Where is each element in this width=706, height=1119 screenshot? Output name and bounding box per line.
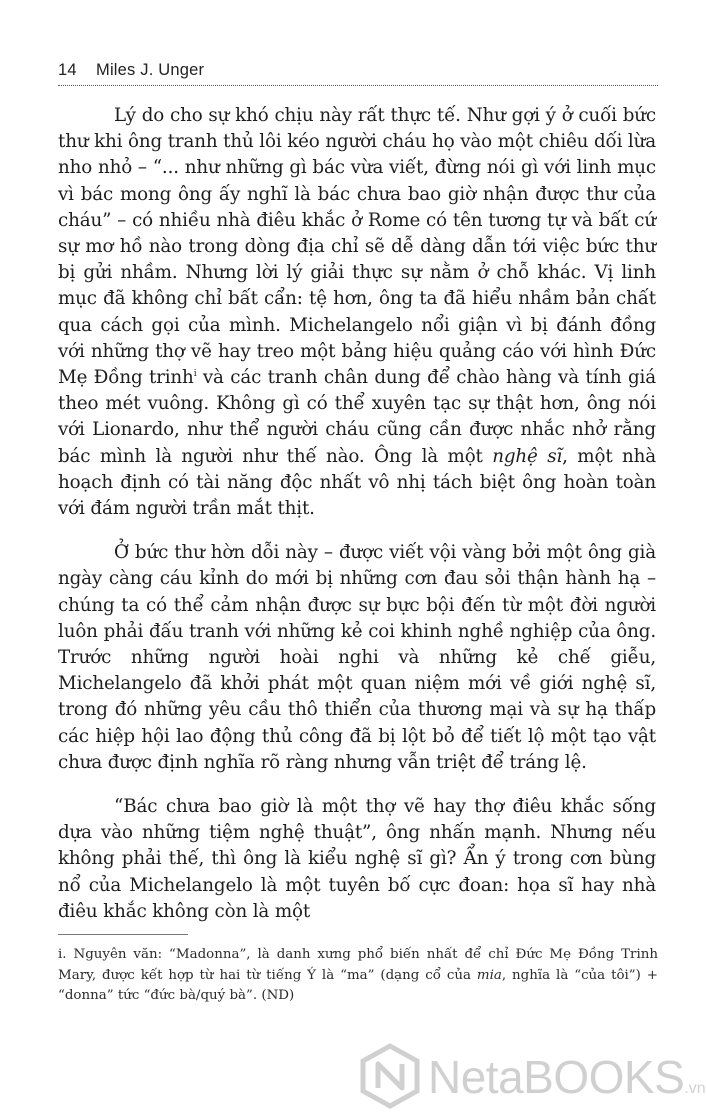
watermark-domain: .vn bbox=[684, 1080, 706, 1097]
watermark-text bbox=[428, 1050, 706, 1104]
footnote-emphasis-mia: mia bbox=[476, 967, 502, 983]
netabooks-watermark bbox=[360, 1040, 706, 1110]
footnote-part-a: i. Nguyên văn: “Madonna”, là danh xưng phổ biến nhất để chỉ Đức Mẹ Đồng Trinh Mary, được kết hợp từ hai từ tiếng Ý là “ma” (dạng cổ của bbox=[58, 947, 658, 983]
running-header bbox=[58, 61, 658, 80]
header-dotted-rule bbox=[58, 85, 658, 86]
watermark-brand: NetaBOOKS bbox=[428, 1051, 685, 1103]
footnote-text bbox=[58, 945, 658, 1007]
body-text bbox=[58, 103, 656, 943]
footnote bbox=[58, 945, 658, 1007]
footnote-rule bbox=[58, 934, 188, 935]
emphasis-nghe-si: nghệ sĩ bbox=[492, 445, 563, 467]
paragraph-2: Ở bức thư hờn dỗi này – được viết vội vàng bởi một ông già ngày càng cáu kỉnh do mới bị những cơn đau sỏi thận hành hạ – chúng ta có thể cảm nhận được sự bực bội đến từ một đời người luôn phải đấu tranh với những kẻ coi khinh nghề nghiệp của ông. Trước những người hoài nghi và những kẻ chế giễu, Michelangelo đã khởi phát một quan niệm mới về giới nghệ sĩ, trong đó những yêu cầu thô thiển của thương mại và sự hạ thấp các hiệp hội lao động thủ công đã bị lột bỏ để tiết lộ một tạo vật chưa được định nghĩa rõ ràng nhưng vẫn triệt để tráng lệ. bbox=[58, 542, 656, 773]
page-number: 14 bbox=[58, 61, 77, 79]
paragraph-1-part-b: và các tranh chân dung để chào hàng và tính giá theo mét vuông. Không gì có thể xuyên tạc sự thật hơn, ông nói với Lionardo, như thể người cháu cũng cần được nhắc nhở rằng bác mình là người như thế nào. Ông là một bbox=[58, 367, 656, 467]
netabooks-logo-icon bbox=[360, 1044, 420, 1108]
paragraph-1 bbox=[58, 103, 656, 522]
running-title: Miles J. Unger bbox=[96, 61, 205, 79]
paragraph-3: “Bác chưa bao giờ là một thợ vẽ hay thợ điêu khắc sống dựa vào những tiệm nghệ thuật”, ông nhấn mạnh. Nhưng nếu không phải thế, thì ông là kiểu nghệ sĩ gì? Ẩn ý trong cơn bùng nổ của Michelangelo là một tuyên bố cực đoan: họa sĩ hay nhà điêu khắc không còn là một bbox=[58, 796, 656, 922]
paragraph-1-part-c: , một nhà hoạch định có tài năng độc nhất vô nhị tách biệt ông hoàn toàn với đám người trần mắt thịt. bbox=[58, 445, 656, 520]
footnote-marker: i bbox=[193, 369, 197, 380]
footnote-part-b: , nghĩa là “của tôi”) + “donna” tức “đức bà/quý bà”. (ND) bbox=[58, 967, 659, 1003]
paragraph-1-part-a: Lý do cho sự khó chịu này rất thực tế. Như gợi ý ở cuối bức thư khi ông tranh thủ lôi kéo người cháu họ vào một chiêu dối lừa nho nhỏ – “... như những gì bác vừa viết, đừng nói gì với linh mục vì bác mong ông ấy nghĩ là bác chưa bao giờ nhận được thư của cháu” – có nhiều nhà điêu khắc ở Rome có tên tương tự và bất cứ sự mơ hồ nào trong dòng địa chỉ sẽ dễ dàng dẫn tới việc bức thư bị gửi nhầm. Nhưng lời lý giải thực sự nằm ở chỗ khác. Vị linh mục đã không chỉ bất cẩn: tệ hơn, ông ta đã hiểu nhầm bản chất qua cách gọi của mình. Michelangelo nổi giận vì bị đánh đồng với những thợ vẽ hay treo một bảng hiệu quảng cáo với hình Đức Mẹ Đồng trinh bbox=[58, 105, 656, 389]
